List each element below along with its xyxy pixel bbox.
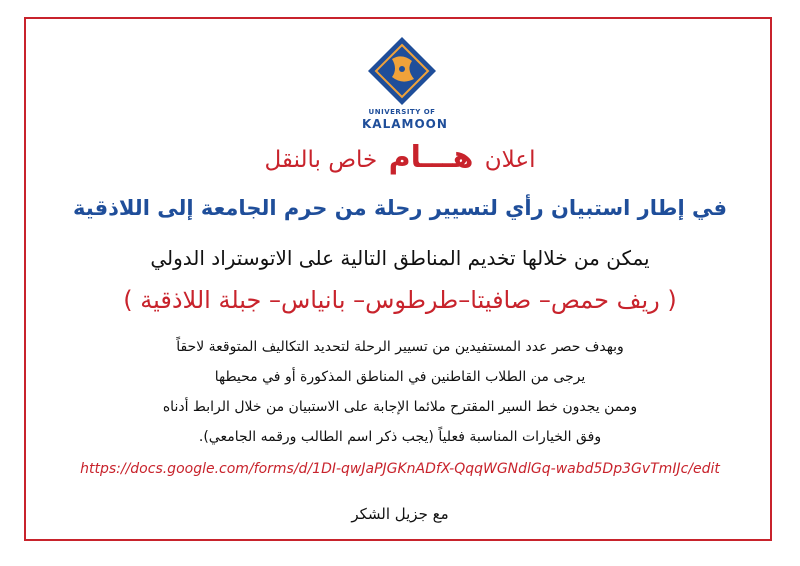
body-line-1: وبهدف حصر عدد المستفيدين من تسيير الرحلة لتحديد التكاليف المتوقعة لاحقاً xyxy=(176,339,624,355)
service-line: يمكن من خلالها تخديم المناطق التالية على الاتوستراد الدولي xyxy=(150,246,650,270)
university-logo xyxy=(362,35,448,150)
body-line-2: يرجى من الطلاب القاطنين في المناطق المذكورة أو في محيطها xyxy=(214,369,586,385)
body-line-4: وفق الخيارات المناسبة فعلياً (يجب ذكر اسم الطالب ورقمه الجامعي). xyxy=(198,429,602,445)
areas-list: ( ريف حمص– صافيتا–طرطوس– بانياس– جبلة اللاذقية ) xyxy=(123,286,677,314)
logo-emblem-icon xyxy=(362,35,442,107)
survey-link[interactable]: https://docs.google.com/forms/d/1DI-qwJaPJGKnADfX-QqqWGNdlGq-wabd5Dp3GvTmIJc/edit xyxy=(80,461,720,477)
title-part2: خاص بالنقل xyxy=(264,147,378,173)
announcement-title xyxy=(40,140,760,175)
logo-text-university-of: UNIVERSITY OF xyxy=(368,108,436,116)
title-emphasis: هـــام xyxy=(388,140,474,175)
logo-text-kalamoon: KALAMOON xyxy=(362,117,448,131)
title-part1: اعلان xyxy=(484,147,536,173)
thanks-line: مع جزيل الشكر xyxy=(351,505,449,523)
body-line-3: وممن يجدون خط السير المقترح ملائما الإجابة على الاستبيان من خلال الرابط أدناه xyxy=(162,399,638,415)
survey-subtitle: في إطار استبيان رأي لتسيير رحلة من حرم الجامعة إلى اللاذقية xyxy=(73,196,727,220)
